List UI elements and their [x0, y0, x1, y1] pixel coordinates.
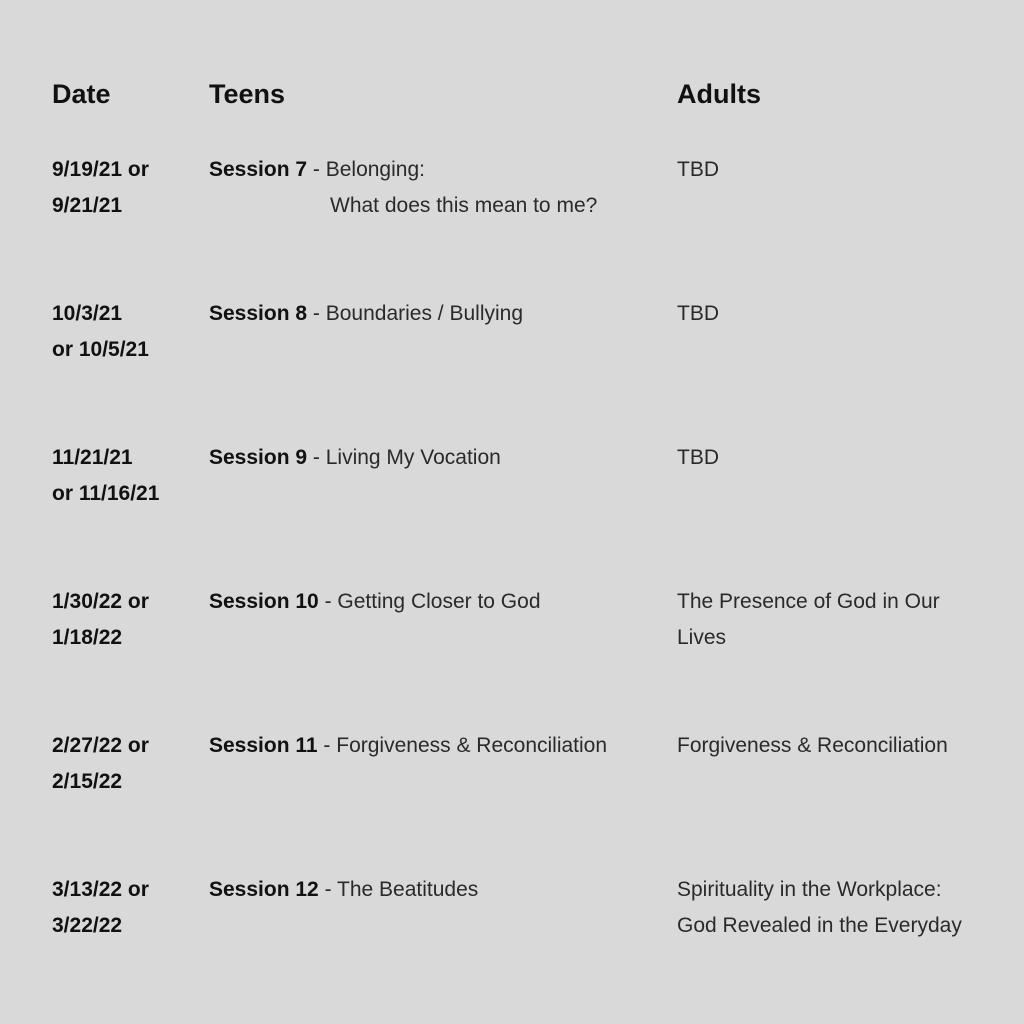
- date-cell: [52, 296, 192, 368]
- teens-cell: [209, 584, 541, 620]
- adults-cell: Spirituality in the Workplace: God Revealed in the Everyday: [677, 878, 962, 937]
- table-header: [0, 74, 1024, 114]
- session-topic: - The Beatitudes: [318, 878, 479, 901]
- adults-cell: TBD: [677, 446, 719, 469]
- header-adults: Adults: [677, 79, 761, 109]
- teens-cell: [209, 152, 597, 224]
- teens-cell: [209, 296, 523, 332]
- table-row: [0, 440, 1024, 540]
- session-topic: - Belonging:: [307, 158, 425, 181]
- table-row: [0, 872, 1024, 972]
- session-topic: - Living My Vocation: [307, 446, 501, 469]
- session-topic: - Getting Closer to God: [318, 590, 541, 613]
- date-line: 3/13/22 or: [52, 878, 149, 901]
- table-row: [0, 296, 1024, 396]
- date-cell: [52, 584, 192, 656]
- header-teens: Teens: [209, 79, 286, 109]
- teens-cell: [209, 440, 501, 476]
- adults-cell: TBD: [677, 158, 719, 181]
- session-topic-continued: What does this mean to me?: [330, 194, 598, 217]
- date-cell: [52, 728, 192, 800]
- adults-cell: TBD: [677, 302, 719, 325]
- table-row: [0, 584, 1024, 684]
- session-topic: - Forgiveness & Reconciliation: [317, 734, 608, 757]
- date-line: 2/27/22 or: [52, 734, 149, 757]
- date-line: 1/30/22 or: [52, 590, 149, 613]
- table-row: [0, 728, 1024, 828]
- date-cell: [52, 440, 192, 512]
- date-line: or 11/16/21: [52, 482, 160, 505]
- header-date: Date: [52, 79, 111, 109]
- date-line: 10/3/21: [52, 302, 123, 325]
- session-label: Session 12: [209, 878, 319, 901]
- session-topic: - Boundaries / Bullying: [307, 302, 524, 325]
- session-label: Session 9: [209, 446, 308, 469]
- date-line: 2/15/22: [52, 770, 123, 793]
- date-line: or 10/5/21: [52, 338, 149, 361]
- date-line: 11/21/21: [52, 446, 133, 469]
- teens-cell: [209, 872, 478, 908]
- adults-cell: Forgiveness & Reconciliation: [677, 734, 948, 757]
- session-label: Session 8: [209, 302, 308, 325]
- session-label: Session 7: [209, 158, 308, 181]
- session-label: Session 11: [209, 734, 318, 757]
- teens-cell: [209, 728, 607, 764]
- date-line: 9/19/21 or: [52, 158, 149, 181]
- date-line: 9/21/21: [52, 194, 123, 217]
- date-line: 1/18/22: [52, 626, 123, 649]
- session-label: Session 10: [209, 590, 319, 613]
- adults-cell: The Presence of God in Our Lives: [677, 590, 940, 649]
- date-cell: [52, 152, 192, 224]
- date-cell: [52, 872, 192, 944]
- date-line: 3/22/22: [52, 914, 123, 937]
- table-row: [0, 152, 1024, 252]
